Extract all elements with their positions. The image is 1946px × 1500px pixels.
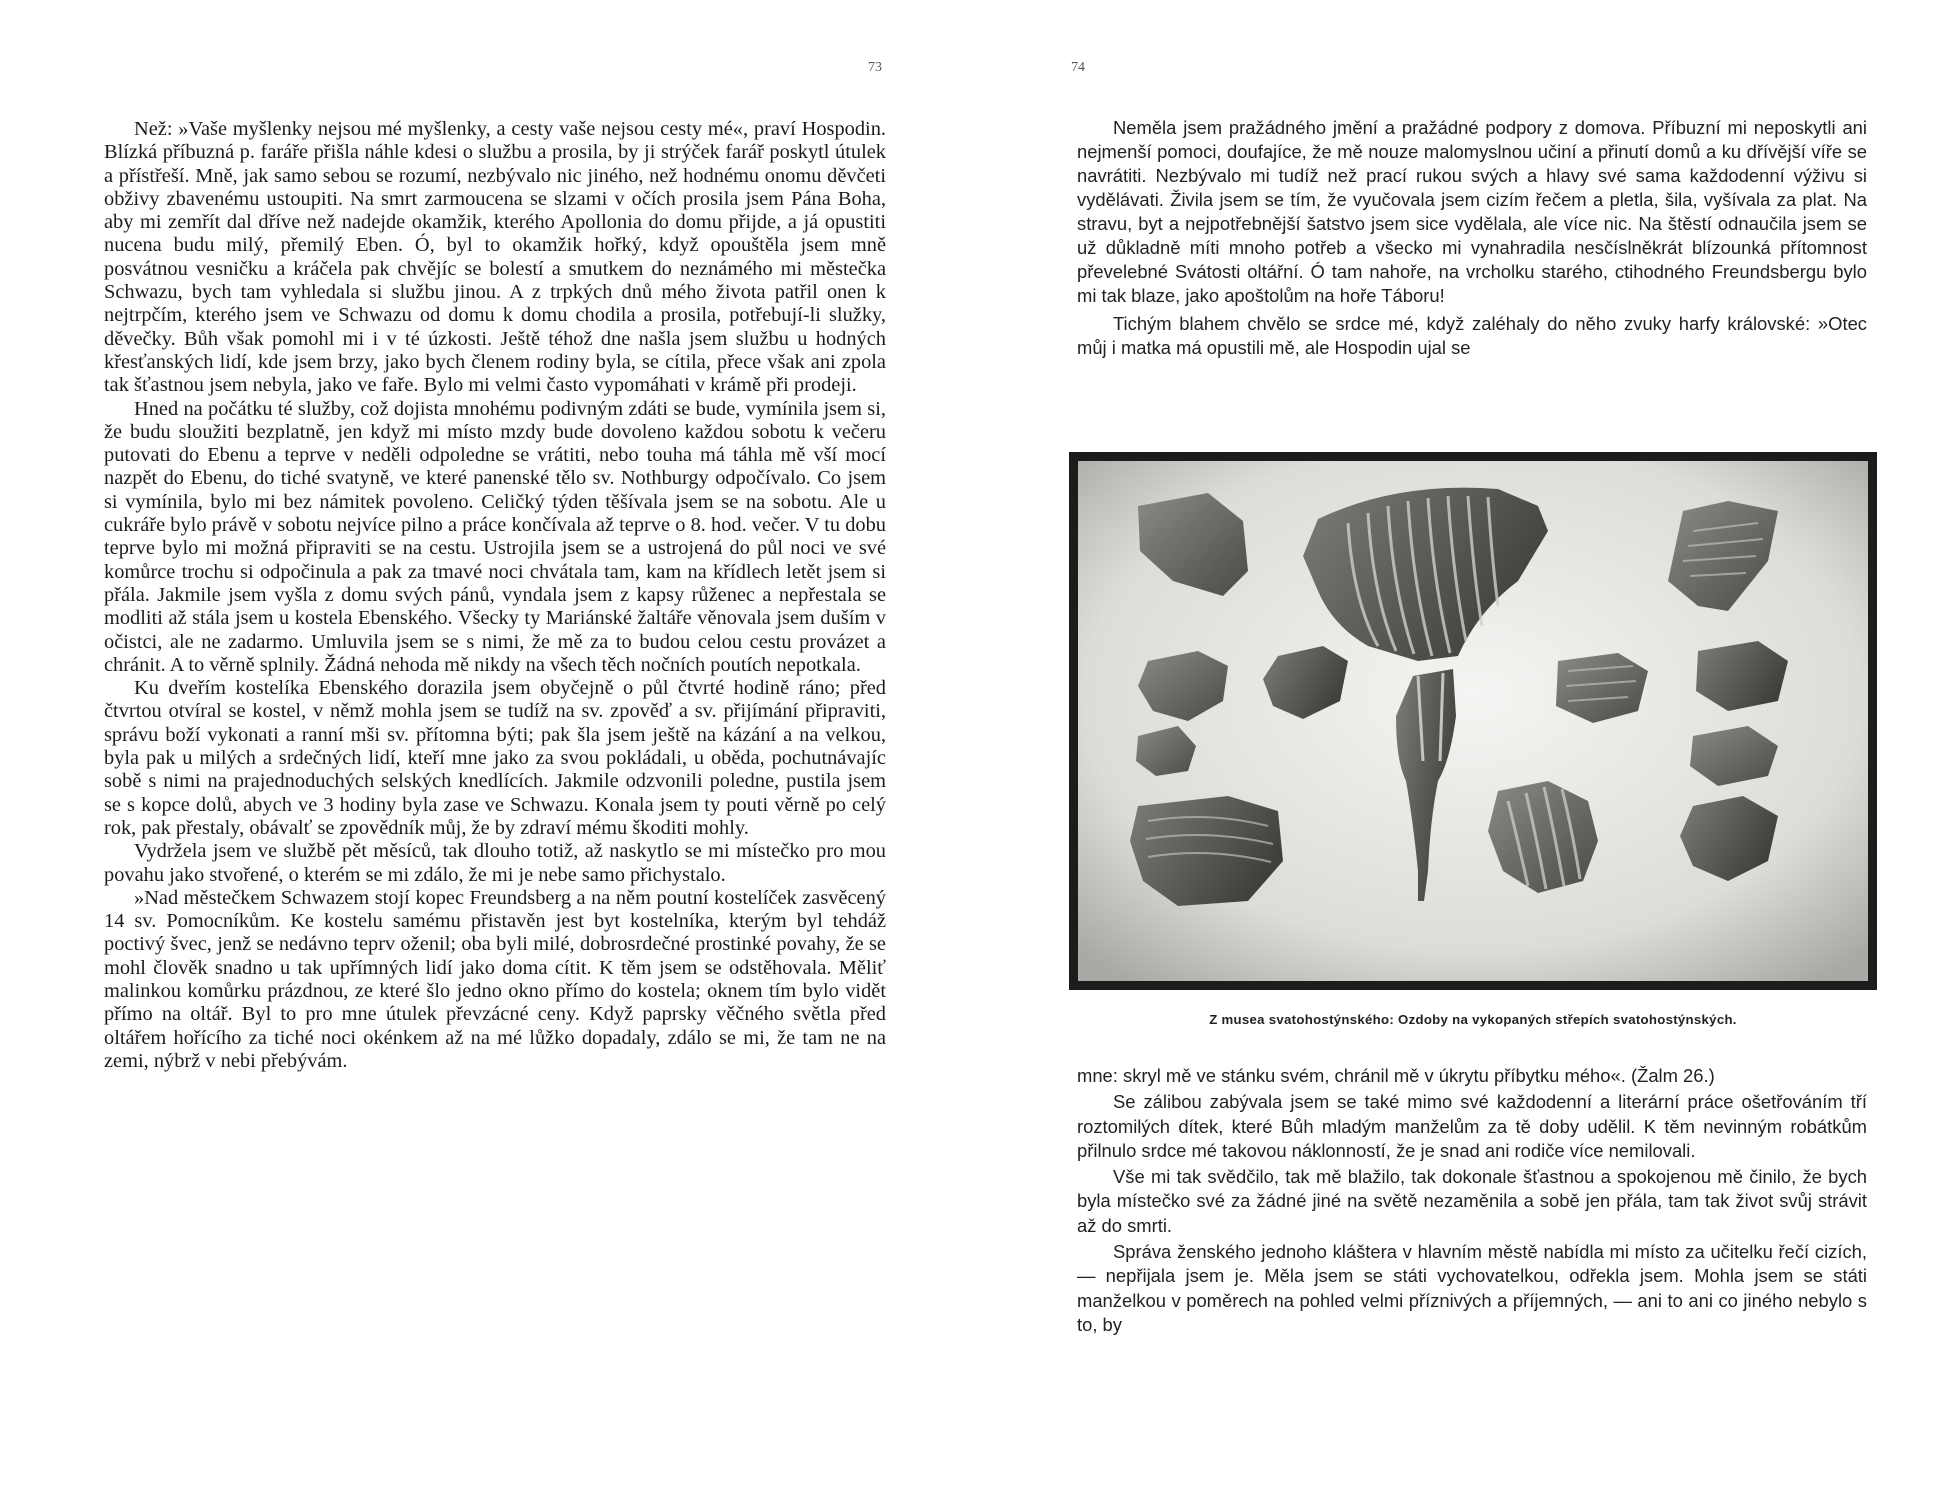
- right-paragraph: Správa ženského jednoho kláštera v hlavním městě nabídla mi místo za učitelku řečí cizích, — nepřijala jsem je. Měla jsem se státi vychovatelkou, odřekla jsem. Mohla jsem se státi manželkou v poměrech na pohled velmi příznivých a příjemných, — ani to ani co jiného nebylo s to, by: [1077, 1241, 1867, 1335]
- left-paragraph: Ku dveřím kostelíka Ebenského dorazila jsem obyčejně o půl čtvrté hodině ráno; před čtvrtou otvíral se kostel, v němž mohla jsem se tudíž na sv. zpověď a sv. přijímání připraviti, správu boží vykonati a ranní mši sv. přítomna býti; pak šla jsem ještě na kázání a na velkou, byla pak u milých a srdečných lidí, kteří mne jako za svou pokládali, u oběda, pochutnávajíc sobě s nimi na prajednoduchých selských knedlících. Jakmile odzvonili poledne, pustila jsem se s kopce dolů, abych ve 3 hodiny byla zase ve Schwazu. Konala jsem ty pouti věrně po celý rok, pak přestaly, obávalť se zpovědník můj, že by zdraví mému škoditi mohly.: [104, 677, 886, 839]
- left-paragraph: Vydržela jsem ve službě pět měsíců, tak dlouho totiž, až naskytlo se mi místečko pro mou povahu jako stvořené, o kterém se mi zdálo, že mi je nebe samo přichystalo.: [104, 840, 886, 886]
- left-paragraph: »Nad městečkem Schwazem stojí kopec Freundsberg a na něm poutní kostelíček zasvěcený 14 sv. Pomocníkům. Ke kostelu samému přistavěn jest byt kostelníka, kterým byl tehdáž poctivý švec, jenž se nedávno teprv oženil; oba byli milé, dobrosrdečné prostinké povahy, že se mohl člověk snadno u tak upřímných lidí jako doma cítit. K těm jsem se odstěhovala. Měliť malinkou komůrku prázdnou, ze které šlo jedno okno přímo do kostela; oknem tím bylo vidět přímo na oltář. Byl to pro mne útulek převzácné ceny. Když paprsky věčného světla před oltářem hořícího za tiché noci okénkem až na mé lůžko dopadaly, zdálo se mi, že tam ne na zemi, nýbrž v nebi přebývám.: [104, 886, 886, 1072]
- right-page-bottom-text: [1077, 1064, 1867, 1337]
- museum-photo: [1069, 452, 1877, 990]
- right-page-top-text: [1077, 116, 1867, 360]
- right-paragraph: Neměla jsem pražádného jmění a pražádné podpory z domova. Příbuzní mi neposkytli ani nejmenší pomoci, doufajíce, že mě nouze malomyslnou učiní a přinutí domů a ku dřívější víře se navrátiti. Nezbývalo mi tudíž než prací rukou svých a hlavy své sama každodenní výživu si vydělávati. Živila jsem se tím, že vyučovala jsem cizím řečem a pletla, šila, vyšívala za plat. Na stravu, byt a nejpotřebnější šatstvo jsem sice vydělala, ale více nic. Na štěstí odnaučila jsem se už důkladně míti mnoho potřeb a všecko mi vynahradila nesčíslněkrát blízounká přítomnost převelebné Svátosti oltářní. Ó tam nahoře, na vrcholku starého, ctihodného Freundsbergu bylo mi tak blaze, jako apoštolům na hoře Táboru!: [1077, 117, 1867, 306]
- right-paragraph: Vše mi tak svědčilo, tak mě blažilo, tak dokonale šťastnou a spokojenou mě činilo, že bych byla místečko své za žádné jiné na světě nezaměnila a sobě jen přála, tam tak život svůj strávit až do smrti.: [1077, 1166, 1867, 1236]
- right-paragraph: Tichým blahem chvělo se srdce mé, když zaléhaly do něho zvuky harfy královské: »Otec můj i matka má opustili mě, ale Hospodin ujal se: [1077, 313, 1867, 358]
- right-page: [973, 0, 1946, 1500]
- left-paragraph: Než: »Vaše myšlenky nejsou mé myšlenky, a cesty vaše nejsou cesty mé«, praví Hospodin. Blízká příbuzná p. faráře přišla náhle kdesi o službu a prosila, by ji strýček farář poskytl útulek a přístřeší. Mně, jak samo sebou se rozumí, nezbývalo nic jiného, než hodnému onomu děvčeti obživy zbavenému ustoupiti. Na smrt zarmoucena se slzami v očích prosila jsem Pána Boha, aby mi zemřít dal dříve než nadejde okamžik, kterého Apollonia do domu přijde, a já opustiti nucena budu milý, přemilý Eben. Ó, byl to okamžik hořký, když opouštěla jsem mně posvátnou vesničku a kráčela pak chvějíc se bolestí a smutkem do neznámého mi městečka Schwazu, bych tam vyhledala si službu jinou. A z trpkých dnů mého života patřil onen k nejtrpčím, kterého jsem ve Schwazu od domu k domu chodila a prosila, potřebují-li služky, děvečky. Bůh však pomohl mi i v té úzkosti. Ještě téhož dne našla jsem službu u hodných křesťanských lidí, kde jsem brzy, jako bych členem rodiny byla, se cítila, přece však ani zpola tak šťastnou jsem nebyla, jako ve faře. Bylo mi velmi často vypomáhati v krámě při prodeji.: [104, 118, 886, 397]
- left-page-number: 73: [868, 60, 882, 75]
- pottery-shards-photo: [1078, 461, 1868, 981]
- right-paragraph: Se zálibou zabývala jsem se také mimo své každodenní a literární práce ošetřováním tří roztomilých dítek, které Bůh mladým manželům za tě doby udělil. K těm nevinným robátkům přilnulo srdce mé takovou náklonností, že je snad ani rodiče více nemilovali.: [1077, 1091, 1867, 1161]
- left-page-text: [104, 118, 886, 1073]
- right-page-number: 74: [1071, 60, 1085, 75]
- left-paragraph: Hned na počátku té služby, což dojista mnohému podivným zdáti se bude, vymínila jsem si, že budu sloužiti bezplatně, jen když mi místo mzdy bude dovoleno každou sobotu k večeru putovati do Ebenu a teprve v neděli odpoledne se vrátiti, nebo touha má táhla mě vší mocí nazpět do Ebenu, do tiché svatyně, ve které panenské tělo sv. Nothburgy odpočívalo. Co jsem si vymínila, bylo mi bez námitek povoleno. Celičký týden těšívala jsem se na sobotu. Ale u cukráře bylo právě v sobotu nejvíce pilno a práce končívala až teprve o 8. hod. večer. V tu dobu teprve bylo mi možná připraviti se na cestu. Ustrojila jsem se a ustrojená do půl noci ve své komůrce trochu si odpočinula a pak za tmavé noci chvátala tam, kam na křídlech letět jsem si přála. Jakmile jsem vyšla z domu svých pánů, vyndala jsem z kapsy růženec a nepřestala se modliti až stála jsem u kostela Ebenského. Všecky ty Mariánské žaltáře věnovala jsem duším v očistci, ale ne zadarmo. Umluvila jsem se s nimi, že mě za to budou celou cestu provázet a chránit. A to věrně splnily. Žádná nehoda mě nikdy na všech těch nočních poutích nepotkala.: [104, 397, 886, 676]
- figure-caption: Z musea svatohostýnského: Ozdoby na vykopaných střepích svatohostýnských.: [1209, 1012, 1737, 1027]
- right-paragraph: mne: skryl mě ve stánku svém, chránil mě v úkrytu příbytku mého«. (Žalm 26.): [1077, 1065, 1715, 1086]
